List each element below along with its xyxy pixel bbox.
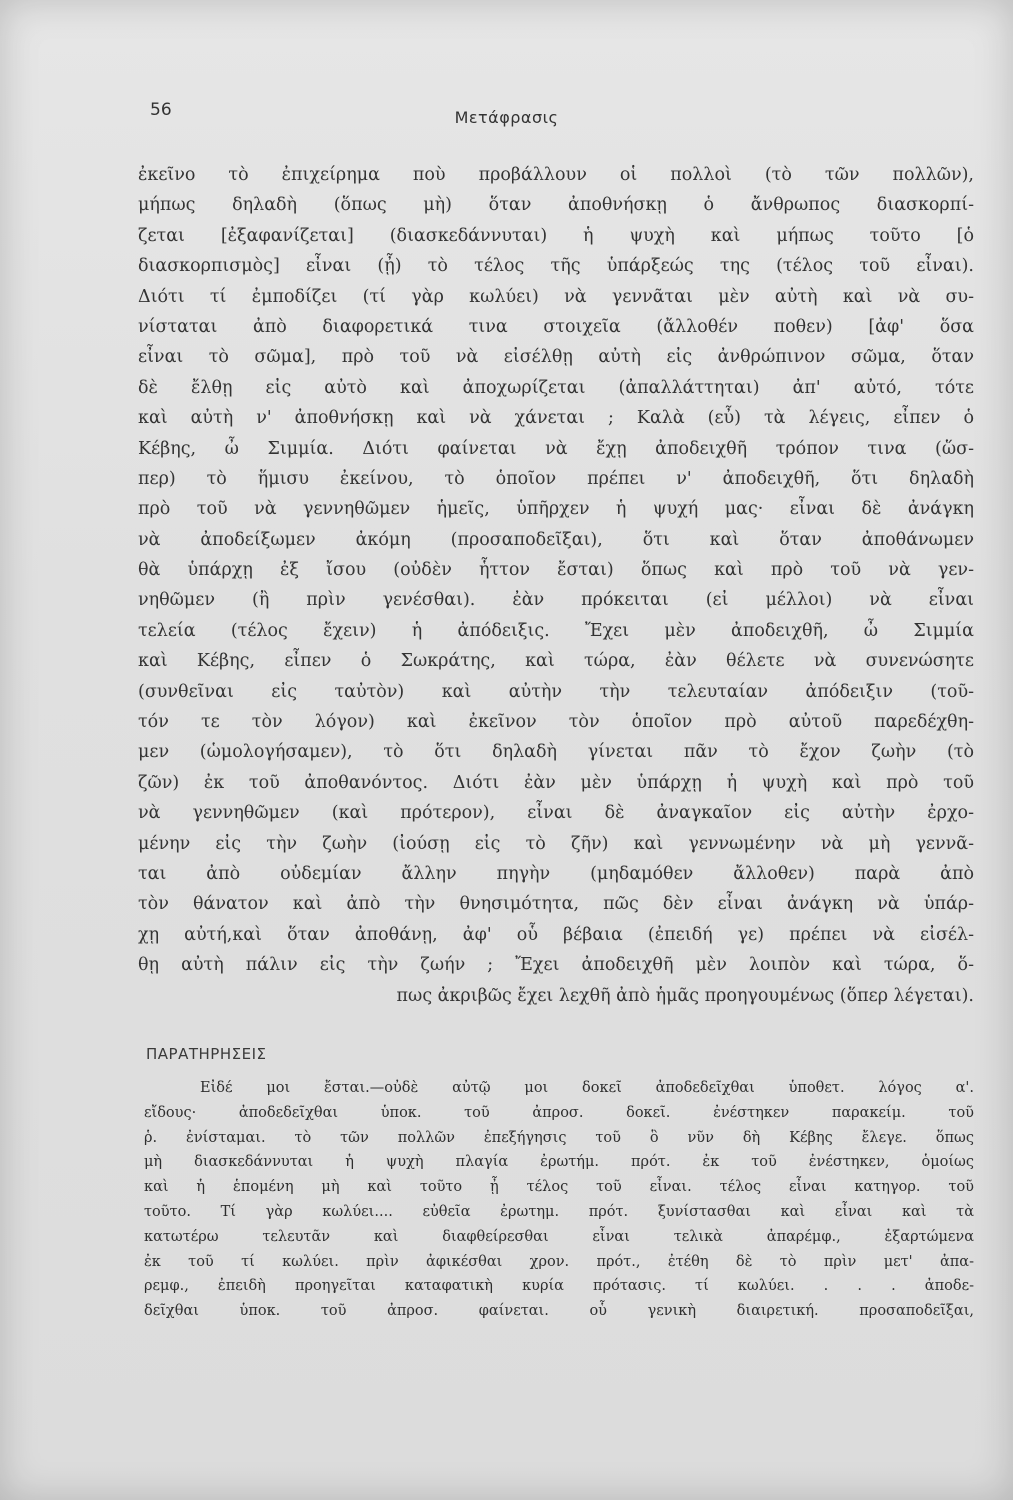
text-line: Κέβης, ὦ Σιμμία. Διότι φαίνεται νὰ ἔχῃ ἀποδειχθῆ τρόπον τινα (ὥσ- bbox=[138, 438, 974, 459]
text-line: τόν τε τὸν λόγον) καὶ ἐκεῖνον τὸν ὁποῖον πρὸ αὐτοῦ παρεδέχθη- bbox=[138, 712, 974, 733]
page-number: 56 bbox=[150, 100, 172, 120]
note-line: τοῦτο. Τί γὰρ κωλύει.... εὐθεῖα ἐρωτημ. πρότ. ξυνίστασθαι καὶ εἶναι καὶ τὰ bbox=[144, 1203, 974, 1220]
text-line: χῃ αὐτή,καὶ ὅταν ἀποθάνῃ, ἀφ' οὗ βέβαια (ἐπειδή γε) πρέπει νὰ εἰσέλ- bbox=[138, 924, 974, 945]
running-head: Μετάφρασις bbox=[454, 108, 559, 127]
text-line: καὶ Κέβης, εἶπεν ὁ Σωκράτης, καὶ τώρα, ἐὰν θέλετε νὰ συνενώσητε bbox=[138, 651, 974, 672]
text-line: δὲ ἔλθῃ εἰς αὐτὸ καὶ ἀποχωρίζεται (ἀπαλλάττηται) ἀπ' αὐτό, τότε bbox=[138, 377, 974, 398]
note-line: μὴ διασκεδάννυται ἡ ψυχὴ πλαγία ἐρωτήμ. πρότ. ἐκ τοῦ ἐνέστηκεν, ὁμοίως bbox=[144, 1154, 974, 1171]
text-line: ζῶν) ἐκ τοῦ ἀποθανόντος. Διότι ἐὰν μὲν ὑπάρχῃ ἡ ψυχὴ καὶ πρὸ τοῦ bbox=[138, 772, 974, 793]
text-line: νὰ ἀποδείξωμεν ἀκόμη (προσαποδεῖξαι), ὅτι καὶ ὅταν ἀποθάνωμεν bbox=[138, 529, 974, 550]
note-line: ἐκ τοῦ τί κωλύει. πρὶν ἀφικέσθαι χρον. πρότ., ἐτέθη δὲ τὸ πρὶν μετ' ἀπα- bbox=[144, 1253, 974, 1270]
text-line: νὰ γεννηθῶμεν (καὶ πρότερον), εἶναι δὲ ἀναγκαῖον εἰς αὐτὴν ἐρχο- bbox=[138, 803, 974, 824]
text-line: (συνθεῖναι εἰς ταὐτὸν) καὶ αὐτὴν τὴν τελευταίαν ἀπόδειξιν (τοῦ- bbox=[138, 681, 974, 702]
text-line: τὸν θάνατον καὶ ἀπὸ τὴν θνησιμότητα, πῶς δὲν εἶναι ἀνάγκη νὰ ὑπάρ- bbox=[138, 894, 974, 915]
note-line: καὶ ἡ ἑπομένη μὴ καὶ τοῦτο ᾖ τέλος τοῦ εἶναι. τέλος εἶναι κατηγορ. τοῦ bbox=[144, 1179, 974, 1196]
notes-title: ΠΑΡΑΤΗΡΗΣΕΙΣ bbox=[146, 1045, 267, 1063]
note-line: Εἰδέ μοι ἔσται.—οὐδὲ αὐτῷ μοι δοκεῖ ἀποδεδεῖχθαι ὑποθετ. λόγος α'. bbox=[200, 1080, 974, 1096]
text-line: νίσταται ἀπὸ διαφορετικά τινα στοιχεῖα (ἄλλοθέν ποθεν) [ἀφ' ὅσα bbox=[138, 316, 974, 337]
notes-text bbox=[144, 1076, 974, 1324]
text-line: μήπως δηλαδὴ (ὅπως μὴ) ὅταν ἀποθνήσκῃ ὁ ἄνθρωπος διασκορπί- bbox=[138, 195, 974, 216]
text-line: ἐκεῖνο τὸ ἐπιχείρημα ποὺ προβάλλουν οἱ πολλοὶ (τὸ τῶν πολλῶν), bbox=[138, 165, 974, 185]
translation-text bbox=[138, 160, 974, 1011]
text-line: πως ἀκριβῶς ἔχει λεχθῆ ἀπὸ ἡμᾶς προηγουμένως (ὅπερ λέγεται). bbox=[396, 985, 974, 1006]
text-line: μένην εἰς τὴν ζωὴν (ἰούσῃ εἰς τὸ ζῆν) καὶ γεννωμένην νὰ μὴ γεννᾶ- bbox=[138, 833, 974, 854]
note-line: ρεμφ., ἐπειδὴ προηγεῖται καταφατικὴ κυρία πρότασις. τί κωλύει. . . . ἀποδε- bbox=[144, 1278, 974, 1295]
note-line: δεῖχθαι ὑποκ. τοῦ ἀπροσ. φαίνεται. οὗ γενικὴ διαιρετική. προσαποδεῖξαι, bbox=[144, 1303, 974, 1320]
note-line: ῥ. ἐνίσταμαι. τὸ τῶν πολλῶν ἐπεξήγησις τοῦ ὃ νῦν δὴ Κέβης ἔλεγε. ὅπως bbox=[144, 1129, 974, 1146]
text-line: ζεται [ἐξαφανίζεται] (διασκεδάννυται) ἡ ψυχὴ καὶ μήπως τοῦτο [ὁ bbox=[138, 225, 974, 246]
text-line: καὶ αὐτὴ ν' ἀποθνήσκῃ καὶ νὰ χάνεται ; Καλὰ (εὖ) τὰ λέγεις, εἶπεν ὁ bbox=[138, 408, 974, 429]
text-line: διασκορπισμὸς] εἶναι (ᾖ) τὸ τέλος τῆς ὑπάρξεώς της (τέλος τοῦ εἶναι). bbox=[138, 256, 974, 277]
text-line: θὰ ὑπάρχῃ ἐξ ἴσου (οὐδὲν ἧττον ἔσται) ὅπως καὶ πρὸ τοῦ νὰ γεν- bbox=[138, 560, 974, 581]
text-line: εἶναι τὸ σῶμα], πρὸ τοῦ νὰ εἰσέλθῃ αὐτὴ εἰς ἀνθρώπινον σῶμα, ὅταν bbox=[138, 347, 974, 368]
text-line: θῃ αὐτὴ πάλιν εἰς τὴν ζωήν ; Ἔχει ἀποδειχθῆ μὲν λοιπὸν καὶ τώρα, ὅ- bbox=[138, 955, 974, 976]
text-line: Διότι τί ἐμποδίζει (τί γὰρ κωλύει) νὰ γεννᾶται μὲν αὐτὴ καὶ νὰ συ- bbox=[138, 286, 974, 307]
note-line: κατωτέρω τελευτᾶν καὶ διαφθείρεσθαι εἶναι τελικὰ ἀπαρέμφ., ἐξαρτώμενα bbox=[144, 1228, 974, 1245]
text-line: τελεία (τέλος ἔχειν) ἡ ἀπόδειξις. Ἔχει μὲν ἀποδειχθῆ, ὦ Σιμμία bbox=[138, 620, 974, 641]
note-line: εἴδους· ἀποδεδεῖχθαι ὑποκ. τοῦ ἀπροσ. δοκεῖ. ἐνέστηκεν παρακείμ. τοῦ bbox=[144, 1104, 974, 1121]
text-line: περ) τὸ ἥμισυ ἐκείνου, τὸ ὁποῖον πρέπει ν' ἀποδειχθῆ, ὅτι δηλαδὴ bbox=[138, 468, 974, 489]
text-line: νηθῶμεν (ἢ πρὶν γενέσθαι). ἐὰν πρόκειται (εἰ μέλλοι) νὰ εἶναι bbox=[138, 590, 974, 611]
text-line: μεν (ὡμολογήσαμεν), τὸ ὅτι δηλαδὴ γίνεται πᾶν τὸ ἔχον ζωὴν (τὸ bbox=[138, 742, 974, 763]
text-line: πρὸ τοῦ νὰ γεννηθῶμεν ἡμεῖς, ὑπῆρχεν ἡ ψυχή μας· εἶναι δὲ ἀνάγκη bbox=[138, 499, 974, 520]
text-line: ται ἀπὸ οὐδεμίαν ἄλλην πηγὴν (μηδαμόθεν ἄλλοθεν) παρὰ ἀπὸ bbox=[138, 863, 974, 884]
